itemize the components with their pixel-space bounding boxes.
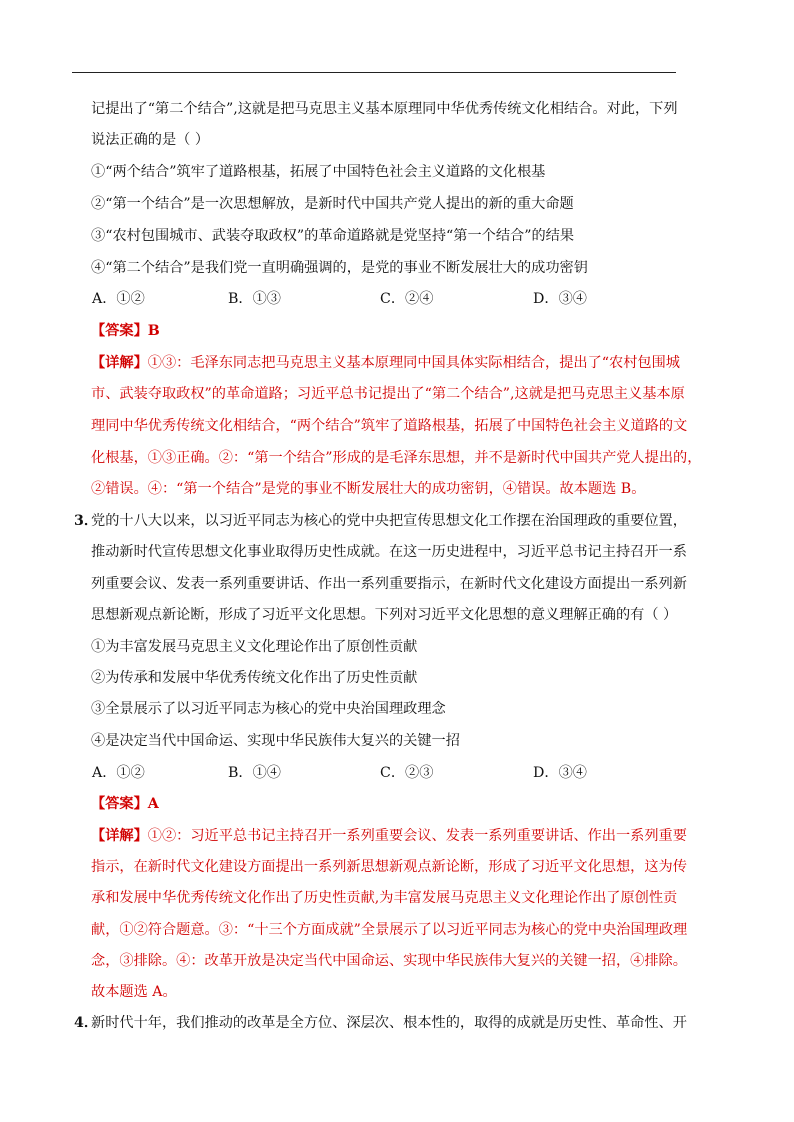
answer-tag: 【答案】 bbox=[91, 796, 148, 812]
q3-detail bbox=[91, 826, 687, 846]
q3-statement: ③全景展示了以习近平同志为核心的党中央治国理政理念 bbox=[91, 701, 446, 717]
detail-tag: 【详解】 bbox=[91, 828, 148, 844]
q3-option-c: C．②③ bbox=[380, 765, 434, 781]
q3-stem-line: 思想新观点新论断，形成了习近平文化思想。下列对习近平文化思想的意义理解正确的有（ ） bbox=[91, 607, 678, 623]
q3-detail-line: 指示，在新时代文化建设方面提出一系列新思想新观点新论断，形成了习近平文化思想，这为传 bbox=[91, 859, 687, 875]
q3-number: 3． bbox=[74, 513, 99, 529]
answer-tag: 【答案】 bbox=[91, 323, 148, 339]
q3-detail-line: 念，③排除。④：改革开放是决定当代中国命运、实现中华民族伟大复兴的关键一招，④排除。 bbox=[91, 953, 687, 969]
q2-statement: ①“两个结合”筑牢了道路根基，拓展了中国特色社会主义道路的文化根基 bbox=[91, 164, 546, 180]
q3-detail-line: 故本题选 A。 bbox=[91, 984, 177, 1000]
q2-detail-line: 市、武装夺取政权”的革命道路；习近平总书记提出了“第二个结合”,这就是把马克思主义基本原 bbox=[91, 386, 685, 402]
q3-statement: ②为传承和发展中华优秀传统文化作出了历史性贡献 bbox=[91, 670, 418, 686]
q3-option-b: B．①④ bbox=[228, 765, 281, 781]
q2-statement: ④“第二个结合”是我们党一直明确强调的，是党的事业不断发展壮大的成功密钥 bbox=[91, 260, 588, 276]
q2-detail-line: ②错误。④：“第一个结合”是党的事业不断发展壮大的成功密钥，④错误。故本题选 B。 bbox=[91, 481, 646, 497]
q2-option-d: D．③④ bbox=[533, 291, 587, 307]
q2-detail bbox=[91, 353, 680, 373]
q3-detail-line: 承和发展中华优秀传统文化作出了历史性贡献,为丰富发展马克思主义文化理论作出了原创性贡 bbox=[91, 890, 678, 906]
header-rule bbox=[72, 72, 676, 73]
q2-detail-line: 理同中华优秀传统文化相结合，“两个结合”筑牢了道路根基，拓展了中国特色社会主义道路的文 bbox=[91, 418, 688, 434]
q3-statement: ④是决定当代中国命运、实现中华民族伟大复兴的关键一招 bbox=[91, 733, 460, 749]
q3-option-a: A．①② bbox=[92, 765, 145, 781]
q2-detail-line: 化根基，①③正确。②：“第一个结合”形成的是毛泽东思想，并不是新时代中国共产党人提出的， bbox=[91, 450, 702, 466]
answer-value: A bbox=[147, 796, 159, 812]
q3-detail-line: 献，①②符合题意。③：“十三个方面成就”全景展示了以习近平同志为核心的党中央治国理政理 bbox=[91, 922, 688, 938]
q3-stem-line: 列重要会议、发表一系列重要讲话、作出一系列重要指示，在新时代文化建设方面提出一系列新 bbox=[91, 576, 687, 592]
q2-statement: ③“农村包围城市、武装夺取政权”的革命道路就是党坚持“第一个结合”的结果 bbox=[91, 228, 575, 244]
q3-stem-line: 推动新时代宣传思想文化事业取得历史性成就。在这一历史进程中，习近平总书记主持召开一系 bbox=[91, 544, 687, 560]
q2-stem-line: 记提出了“第二个结合”,这就是把马克思主义基本原理同中华优秀传统文化相结合。对此，下列 bbox=[91, 101, 678, 117]
answer-value: B bbox=[147, 323, 160, 339]
q2-option-b: B．①③ bbox=[228, 291, 281, 307]
q3-option-d: D．③④ bbox=[533, 765, 587, 781]
q4-stem-line: 新时代十年，我们推动的改革是全方位、深层次、根本性的，取得的成就是历史性、革命性、开 bbox=[91, 1015, 687, 1031]
detail-tag: 【详解】 bbox=[91, 355, 148, 371]
q3-stem-line: 党的十八大以来，以习近平同志为核心的党中央把宣传思想文化工作摆在治国理政的重要位置， bbox=[91, 513, 687, 529]
q2-option-a: A．①② bbox=[92, 291, 145, 307]
q2-stem-line: 说法正确的是（ ） bbox=[91, 132, 210, 148]
detail-text: ①③：毛泽东同志把马克思主义基本原理同中国具体实际相结合，提出了“农村包围城 bbox=[147, 355, 680, 371]
q3-statement: ①为丰富发展马克思主义文化理论作出了原创性贡献 bbox=[91, 639, 418, 655]
q2-statement: ②“第一个结合”是一次思想解放，是新时代中国共产党人提出的新的重大命题 bbox=[91, 196, 574, 212]
q3-answer bbox=[91, 794, 159, 814]
q2-option-c: C．②④ bbox=[380, 291, 434, 307]
q4-number: 4． bbox=[74, 1015, 99, 1031]
q2-answer bbox=[91, 321, 160, 341]
detail-text: ①②：习近平总书记主持召开一系列重要会议、发表一系列重要讲话、作出一系列重要 bbox=[147, 828, 687, 844]
